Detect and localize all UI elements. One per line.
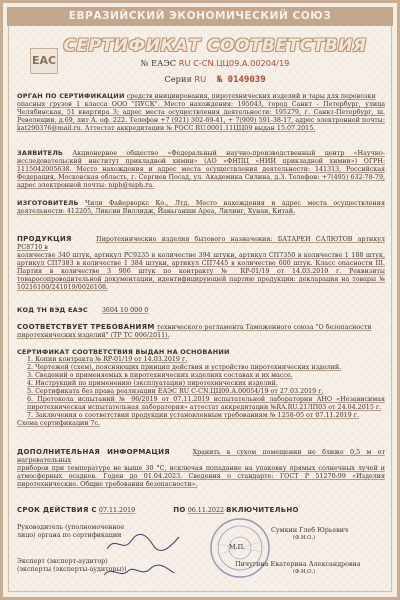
requirements-label: СООТВЕТСТВУЕТ ТРЕБОВАНИЯМ bbox=[17, 323, 155, 331]
basis-section bbox=[17, 348, 385, 428]
additional-info-label: ДОПОЛНИТЕЛЬНАЯ ИНФОРМАЦИЯ bbox=[17, 448, 170, 456]
valid-to-label: ПО bbox=[173, 506, 186, 514]
head-name: Сумкин Глеб Юрьевич bbox=[271, 526, 349, 534]
certification-body-text-first: средств инициирования, пиротехнических изделий и тары для перевозки bbox=[126, 93, 376, 100]
manufacturer-section bbox=[17, 199, 385, 216]
head-label-line1: Руководитель (уполномоченное bbox=[17, 524, 125, 531]
basis-item: 3. Сведений о применяемых в пиротехнических изделиях составах и их массе. bbox=[27, 372, 293, 380]
expert-label-line1: Эксперт (эксперт-аудитор) bbox=[17, 558, 108, 565]
manufacturer-text: Чили Файерворкс Ко., Лтд. Место нахождения и адрес места осуществления деятельности: 412205, Ликсин Виллидж, Йаньганши Ареа, Лилинг, Хунан, Китай. bbox=[17, 200, 385, 216]
certificate-number-line bbox=[63, 58, 367, 68]
series-number: № 0149039 bbox=[216, 75, 266, 85]
product-text-first: Пиротехнические изделия бытового назначения: БАТАРЕИ САЛЮТОВ артикул РС8710 в bbox=[17, 236, 385, 252]
tnved-label: КОД ТН ВЭД ЕАЭС bbox=[17, 306, 88, 314]
applicant-section bbox=[17, 149, 385, 190]
requirements-text: технического регламента Таможенного союза "О безопасности bbox=[156, 324, 372, 331]
applicant-label: ЗАЯВИТЕЛЬ bbox=[17, 149, 64, 157]
head-name-caption: (Ф.И.О.) bbox=[293, 535, 316, 541]
manufacturer-label: ИЗГОТОВИТЕЛЬ bbox=[17, 199, 79, 207]
series-label: Серия bbox=[164, 74, 192, 84]
union-header: ЕВРАЗИЙСКИЙ ЭКОНОМИЧЕСКИЙ СОЮЗ bbox=[7, 7, 393, 26]
series-code: RU bbox=[194, 74, 207, 84]
stamp-mark: М.П. bbox=[229, 543, 246, 551]
basis-item: 7. Заключения о соответствии продукции установленным требованиям № 1258-05 от 07.11.2019 г. bbox=[27, 412, 360, 420]
eac-logo: EAC bbox=[30, 48, 58, 74]
expert-name: Пичугина Екатерина Александровна bbox=[235, 560, 361, 568]
applicant-text: Акционерное общество «Федеральный научно-производственный центр «Научно-исследовательский институт прикладной химии» (АО «ФНПЦ «НИИ прикладной химии») ОГРН: 1115042005638. Место нахождения и адрес места осуществления деятельности: 141313, Российская Федерация, Московская область, г. Сергиев Посад, ул. Академика Силина, д.3. Телефон: +7(495) 632-78-79, адрес электронной почты: niph@niph.ru. bbox=[17, 150, 385, 190]
basis-item: 1. Копии контракта № RP-01/19 от 14.03.2019 г. bbox=[27, 356, 188, 364]
basis-item: 4. Инструкций по применению (эксплуатации) пиротехнических изделий. bbox=[27, 380, 278, 388]
product-label: ПРОДУКЦИЯ bbox=[17, 235, 72, 243]
tnved-code: 3604 10 000 0 bbox=[101, 307, 149, 314]
head-label-line2: лицо) органа по сертификации bbox=[17, 532, 122, 539]
certification-scheme: Схема сертификации 7с. bbox=[17, 420, 101, 428]
basis-label: СЕРТИФИКАТ СООТВЕТСТВИЯ ВЫДАН НА ОСНОВАНИИ bbox=[17, 348, 230, 356]
certificate-number-prefix: № ЕАЭС bbox=[140, 58, 177, 68]
tnved-section bbox=[17, 306, 385, 315]
basis-list bbox=[17, 356, 385, 420]
product-text: количестве 340 штук, артикул РС9235 в количестве 394 штуки, артикул СП7350 в количестве 1 188 штук, артикул СП7383 в количестве 1 384 штуки, артикул СП7445 в количестве 600 штук. Класс опасности III. Партия в количестве 3 906 штук по контракту № RP-01/19 от 14.03.2019 г. Реквизиты товаросопроводительной документации, идентифицирующей партию продукции: декларация на товары № 10216100/241019/0026108. bbox=[17, 252, 385, 292]
expert-signature bbox=[98, 559, 178, 583]
valid-from-date: 07.11.2019 bbox=[98, 507, 136, 514]
basis-item: 5. Сертификата без права реализации ЕАЭС RU С-CN.ЦЦ09.А.00054/19 от 27.03.2019 г. bbox=[27, 388, 324, 396]
requirements-regulation: пиротехнических изделий" (ТР ТС 006/2011). bbox=[17, 332, 170, 340]
additional-info-text: приборов при температуре не выше 30 °С, исключая попадание на упаковку прямых солнечных лучей и атмосферных осадков. Годен до 01.04.2023. Сведения о стандарте: ГОСТ Р 51270-99 «Изделия пиротехнические. Общие требования безопасности». bbox=[17, 465, 385, 489]
additional-info-text-first: Хранить в сухом помещении не ближе 0,5 м от нагревательных bbox=[17, 449, 385, 465]
certificate-number: RU C-CN.ЦЦ09.А.00204/19 bbox=[178, 58, 290, 68]
certificate-title: СЕРТИФИКАТ СООТВЕТСТВИЯ bbox=[63, 36, 367, 56]
additional-info-section bbox=[17, 448, 385, 489]
series-line bbox=[63, 74, 367, 85]
expert-label-line2: (эксперты (эксперты-аудиторы)) bbox=[17, 566, 127, 573]
valid-to-date: 06.11.2022 bbox=[187, 507, 225, 514]
basis-item: 2. Чертежей (схем), поясняющих принцип действия и устройство пиротехнических изделий. bbox=[27, 364, 342, 372]
certification-body-label: ОРГАН ПО СЕРТИФИКАЦИИ bbox=[17, 92, 125, 100]
valid-to-suffix: ВКЛЮЧИТЕЛЬНО bbox=[226, 506, 299, 514]
basis-item: 6. Протокола испытаний № 96/2019 от 07.11.2019 испытательной лаборатории АНО «Независимая пиротехническая испытательная лаборатория» аттестат аккредитации №RA.RU.21ЛП03 от 24.04.2015 г. bbox=[27, 396, 385, 412]
requirements-section bbox=[17, 323, 385, 340]
certification-body-section bbox=[17, 92, 385, 133]
expert-name-caption: (Ф.И.О.) bbox=[293, 569, 316, 575]
valid-from-label: СРОК ДЕЙСТВИЯ С bbox=[17, 506, 97, 514]
head-signature bbox=[103, 531, 183, 555]
product-section bbox=[17, 235, 385, 292]
validity-dates bbox=[17, 506, 385, 515]
certification-body-text: опасных грузов 1 класса ООО "ПУСК". Место нахождения: 195043, город Санкт - Петербург, улица Челябинская, 51 квартира 3; адрес места осуществления деятельности: 195279, г. Санкт-Петербург, ш. Революции, д.69, лит А. оф. 222. Телефон +7 (921) 302-69-41, + 7(909) 591-38-17, адрес электронной почты: kat290376@mail.ru. Аттестат аккредитации № РОСС RU.0001.11ЦЦ09 выдан 15.07.2015. bbox=[17, 101, 385, 133]
